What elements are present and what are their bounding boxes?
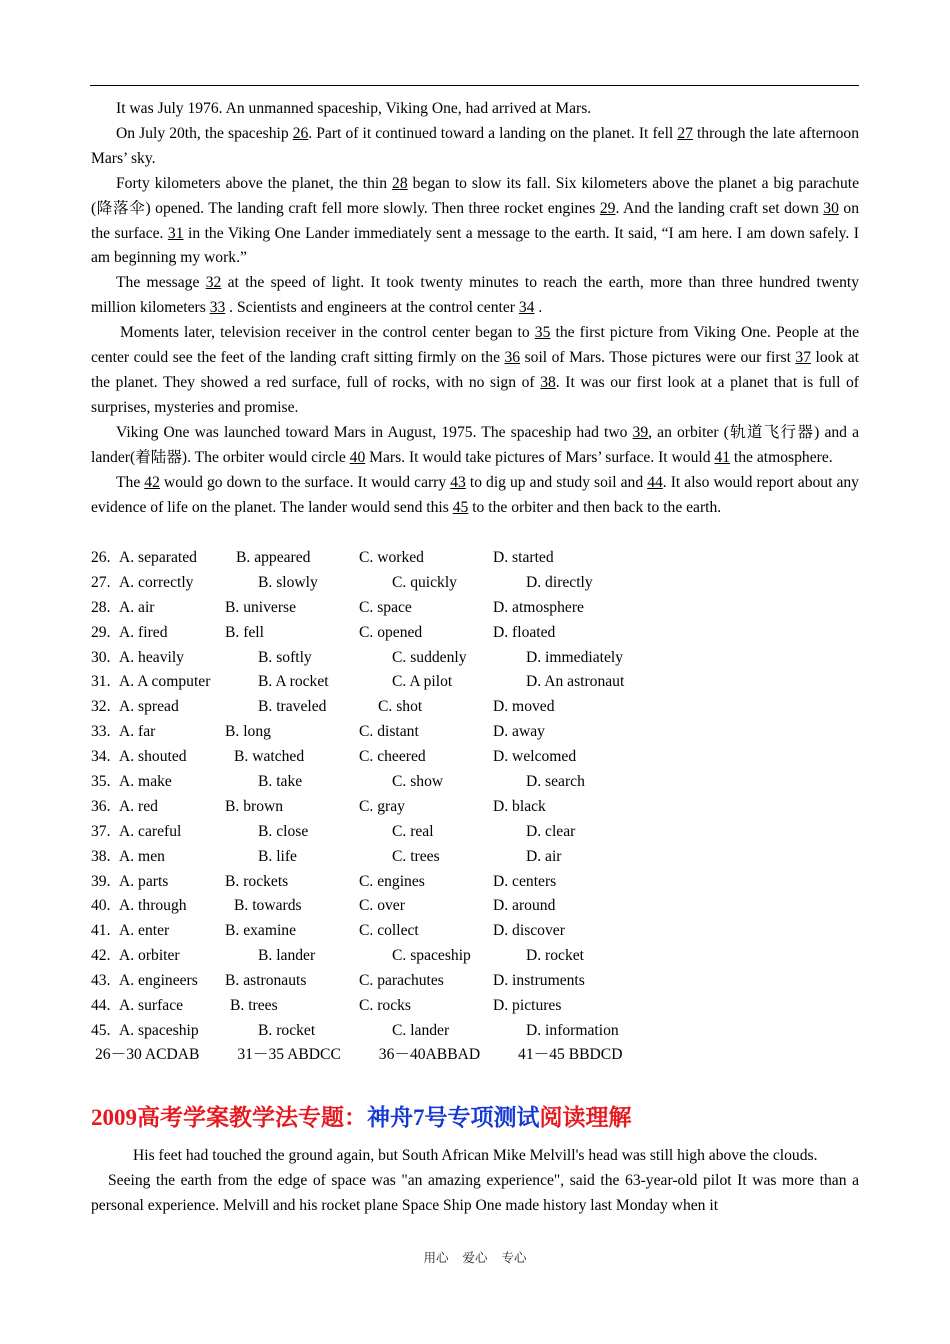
option-d: D. floated: [493, 623, 556, 641]
option-a: A. shouted: [119, 748, 187, 766]
option-c: C. suddenly: [392, 648, 467, 666]
option-a: A. air: [119, 598, 155, 616]
blank-28: 28: [392, 174, 408, 192]
option-c: C. over: [359, 897, 405, 915]
blank-34: 34: [518, 299, 535, 317]
option-d: D. instruments: [493, 972, 585, 990]
option-b: B. softly: [258, 648, 312, 666]
blank-35: 35: [534, 324, 551, 342]
footer-text: 爱心: [462, 1250, 488, 1265]
question-number: 33.: [91, 723, 111, 741]
option-row: [91, 621, 859, 646]
question-number: 27.: [91, 573, 111, 591]
option-row: [91, 795, 859, 820]
question-number: 31.: [91, 673, 111, 691]
option-a: A. surface: [119, 997, 184, 1015]
option-c: C. engines: [359, 872, 425, 890]
option-row: [91, 894, 859, 919]
question-number: 26.: [91, 549, 111, 566]
question-number: 38.: [91, 847, 111, 865]
option-d: D. information: [526, 1021, 619, 1039]
answer-key-item: 26－30 ACDAB: [95, 1046, 200, 1063]
option-d: D. black: [493, 797, 546, 815]
option-b: B. towards: [234, 897, 302, 915]
option-b: B. rocket: [258, 1021, 316, 1039]
option-b: B. trees: [230, 997, 278, 1015]
question-number: 45.: [91, 1021, 111, 1039]
question-number: 44.: [91, 997, 111, 1015]
top-rule: [90, 85, 859, 86]
option-row: [91, 745, 859, 770]
option-b: B. close: [258, 822, 309, 840]
question-number: 32.: [91, 698, 111, 716]
option-a: A. A computer: [119, 673, 211, 691]
option-c: C. space: [359, 598, 412, 616]
blank-30: 30: [823, 199, 839, 217]
option-c: C. distant: [359, 723, 419, 741]
option-d: D. immediately: [526, 648, 624, 666]
reading-paragraph-2: Seeing the earth from the edge of space was "an amazing experience", said the 63-year-old pilot It was more than a personal experience. Melvill and his rocket plane Space Ship One made history last Monday when it: [91, 1172, 859, 1214]
option-row: [91, 695, 859, 720]
blank-45: 45: [452, 498, 469, 516]
option-d: D. air: [526, 847, 562, 865]
blank-26: 26: [292, 124, 309, 142]
option-d: D. clear: [526, 822, 576, 840]
option-c: C. rocks: [359, 997, 411, 1015]
option-a: A. spread: [119, 698, 179, 716]
passage-paragraph-3: Forty kilometers above the planet, the thin 28 began to slow its fall. Six kilometers above the planet a big parachute (降落伞) opened. The landing craft fell more slowly. Then three rocket engines 29. And the landing craft set down 30 on the surface. 31 in the Viking One Lander immediately sent a message to the earth. It said, “I am here. I am down safely. I am beginning my work.”: [91, 174, 860, 267]
question-number: 36.: [91, 797, 111, 815]
option-row: [91, 1019, 859, 1044]
option-d: D. moved: [493, 698, 555, 716]
passage-paragraph-6: Viking One was launched toward Mars in August, 1975. The spaceship had two 39, an orbiter (轨道飞行器) and a lander(着陆器). The orbiter would circle 40 Mars. It would take pictures of Mars’ surface. It would 41 the atmosphere.: [91, 423, 859, 466]
answer-key: [95, 1043, 656, 1068]
option-c: C. spaceship: [392, 947, 471, 965]
option-b: B. take: [258, 773, 303, 791]
option-row: [91, 870, 859, 895]
option-c: C. shot: [378, 698, 423, 716]
option-c: C. cheered: [359, 748, 426, 766]
option-row: [91, 994, 859, 1019]
option-row: [91, 944, 859, 969]
footer-text: 用心: [423, 1250, 449, 1265]
option-b: B. appeared: [236, 549, 311, 566]
option-c: C. real: [392, 822, 434, 840]
option-c: C. parachutes: [359, 972, 444, 990]
option-row: [91, 919, 859, 944]
option-a: A. make: [119, 773, 172, 791]
blank-32: 32: [205, 274, 222, 292]
option-a: A. enter: [119, 922, 170, 940]
question-number: 37.: [91, 822, 111, 840]
option-d: D. welcomed: [493, 748, 577, 766]
question-number: 43.: [91, 972, 111, 990]
option-b: B. lander: [258, 947, 316, 965]
cloze-passage: [91, 97, 859, 520]
option-b: B. A rocket: [258, 673, 329, 691]
option-b: B. rockets: [225, 872, 289, 890]
blank-42: 42: [144, 473, 160, 491]
option-b: B. traveled: [258, 698, 327, 716]
blank-37: 37: [795, 349, 812, 367]
blank-27: 27: [677, 124, 693, 142]
heading-part-1: 2009高考学案教学法专题：: [91, 1105, 367, 1130]
blank-39: 39: [632, 423, 649, 441]
option-b: B. watched: [234, 748, 305, 766]
question-number: 40.: [91, 897, 111, 915]
option-a: A. separated: [119, 549, 197, 566]
passage-paragraph-5: Moments later, television receiver in the control center began to 35 the first picture from Viking One. People at the center could see the feet of the landing craft sitting firmly on the 36 soil of Mars. Those pictures were our first 37 look at the planet. They showed a red surface, full of rocks, with no sign of 38. It was our first look at a planet that is full of surprises, mysteries and promise.: [91, 324, 860, 416]
option-d: D. around: [493, 897, 556, 915]
option-d: D. An astronaut: [526, 673, 625, 691]
option-a: A. through: [119, 897, 187, 915]
option-c: C. gray: [359, 797, 405, 815]
option-a: A. heavily: [119, 648, 184, 666]
question-number: 41.: [91, 922, 111, 940]
option-a: A. correctly: [119, 573, 194, 591]
option-row: [91, 571, 859, 596]
option-d: D. search: [526, 773, 585, 791]
option-row: [91, 969, 859, 994]
blank-44: 44: [647, 473, 663, 491]
blank-40: 40: [349, 448, 366, 466]
option-row: [91, 845, 859, 870]
option-b: B. fell: [225, 623, 264, 641]
section-heading: [91, 1101, 632, 1135]
heading-part-2: 神舟7号专项测试: [367, 1105, 540, 1130]
option-d: D. pictures: [493, 997, 562, 1015]
question-number: 42.: [91, 947, 111, 965]
heading-part-3: 阅读理解: [539, 1105, 632, 1130]
blank-38: 38: [540, 373, 556, 391]
blank-29: 29: [599, 199, 616, 217]
option-d: D. discover: [493, 922, 565, 940]
option-d: D. centers: [493, 872, 557, 890]
option-row: [91, 720, 859, 745]
question-number: 29.: [91, 623, 111, 641]
option-a: A. far: [119, 723, 156, 741]
option-c: C. lander: [392, 1021, 450, 1039]
answer-options: [91, 546, 859, 1044]
question-number: 30.: [91, 648, 111, 666]
answer-key-item: 36－40ABBAD: [378, 1046, 481, 1063]
option-row: [91, 646, 859, 671]
option-b: B. brown: [225, 797, 284, 815]
option-a: A. spaceship: [119, 1021, 199, 1039]
blank-43: 43: [450, 473, 466, 491]
option-a: A. fired: [119, 623, 168, 641]
option-b: B. examine: [225, 922, 297, 940]
blank-41: 41: [714, 448, 731, 466]
option-row: [91, 546, 859, 571]
blank-33: 33: [209, 299, 226, 317]
option-d: D. away: [493, 723, 545, 741]
option-d: D. directly: [526, 573, 593, 591]
option-d: D. started: [493, 549, 554, 566]
option-a: A. engineers: [119, 972, 198, 990]
passage-paragraph-2: On July 20th, the spaceship 26. Part of it continued toward a landing on the planet. It fell 27 through the late afternoon Mars’ sky.: [91, 124, 859, 167]
reading-passage: [91, 1143, 859, 1218]
passage-paragraph-7: The 42 would go down to the surface. It would carry 43 to dig up and study soil and 44. It also would report about any evidence of life on the planet. The lander would send this 45 to the orbiter and then back to the earth.: [91, 473, 859, 516]
option-b: B. astronauts: [225, 972, 307, 990]
option-row: [91, 596, 859, 621]
reading-paragraph-1: His feet had touched the ground again, but South African Mike Melvill's head was still high above the clouds.: [133, 1147, 818, 1164]
option-row: [91, 820, 859, 845]
option-row: [91, 770, 859, 795]
option-c: C. quickly: [392, 573, 457, 591]
blank-36: 36: [504, 349, 521, 367]
question-number: 28.: [91, 598, 111, 616]
page-footer: [0, 1248, 950, 1266]
option-a: A. red: [119, 797, 158, 815]
option-a: A. parts: [119, 872, 169, 890]
option-b: B. life: [258, 847, 297, 865]
blank-31: 31: [167, 224, 184, 242]
option-d: D. rocket: [526, 947, 585, 965]
answer-key-item: 31－35 ABDCC: [237, 1046, 341, 1063]
option-b: B. long: [225, 723, 271, 741]
option-c: C. A pilot: [392, 673, 453, 691]
option-a: A. men: [119, 847, 165, 865]
passage-paragraph-1: It was July 1976. An unmanned spaceship, Viking One, had arrived at Mars.: [116, 100, 592, 117]
option-c: C. show: [392, 773, 444, 791]
answer-key-item: 41－45 BBDCD: [518, 1046, 623, 1063]
option-row: [91, 670, 859, 695]
question-number: 34.: [91, 748, 111, 766]
option-c: C. collect: [359, 922, 419, 940]
passage-paragraph-4: The message 32 at the speed of light. It took twenty minutes to reach the earth, more than three hundred twenty million kilometers 33 . Scientists and engineers at the control center 34 .: [91, 274, 859, 317]
option-d: D. atmosphere: [493, 598, 584, 616]
option-c: C. trees: [392, 847, 440, 865]
option-a: A. orbiter: [119, 947, 180, 965]
question-number: 39.: [91, 872, 111, 890]
footer-text: 专心: [501, 1250, 527, 1265]
option-a: A. careful: [119, 822, 182, 840]
option-b: B. universe: [225, 598, 297, 616]
option-b: B. slowly: [258, 573, 318, 591]
question-number: 35.: [91, 773, 111, 791]
option-c: C. worked: [359, 549, 424, 566]
option-c: C. opened: [359, 623, 423, 641]
